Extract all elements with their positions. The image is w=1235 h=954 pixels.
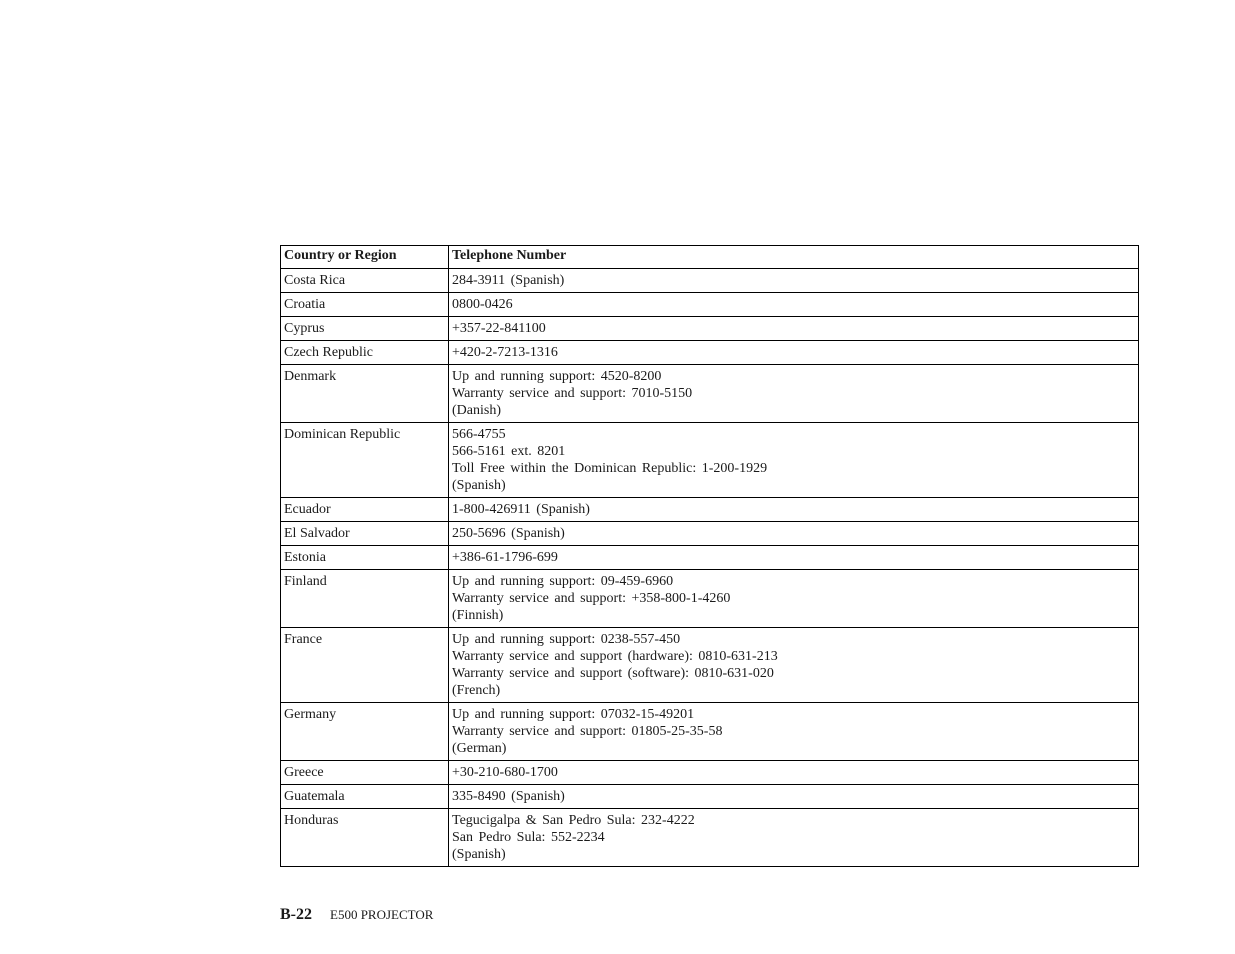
table-row	[281, 498, 1139, 522]
country-cell: Honduras	[281, 809, 449, 867]
telephone-table	[280, 245, 1139, 867]
table-row	[281, 423, 1139, 498]
telephone-cell: 0800-0426	[449, 293, 1139, 317]
telephone-cell: +386-61-1796-699	[449, 546, 1139, 570]
table-row	[281, 546, 1139, 570]
country-cell: France	[281, 628, 449, 703]
table-row	[281, 522, 1139, 546]
table-row	[281, 785, 1139, 809]
telephone-cell: 566-4755 566-5161 ext. 8201 Toll Free within the Dominican Republic: 1-200-1929 (Spanish)	[449, 423, 1139, 498]
country-cell: Denmark	[281, 365, 449, 423]
country-cell: Ecuador	[281, 498, 449, 522]
country-cell: Greece	[281, 761, 449, 785]
page-footer	[280, 906, 433, 924]
country-cell: Estonia	[281, 546, 449, 570]
table-row	[281, 341, 1139, 365]
country-cell: El Salvador	[281, 522, 449, 546]
country-cell: Germany	[281, 703, 449, 761]
country-cell: Costa Rica	[281, 269, 449, 293]
country-cell: Finland	[281, 570, 449, 628]
table-row	[281, 703, 1139, 761]
country-cell: Cyprus	[281, 317, 449, 341]
country-cell: Dominican Republic	[281, 423, 449, 498]
telephone-cell: +30-210-680-1700	[449, 761, 1139, 785]
telephone-cell: Tegucigalpa & San Pedro Sula: 232-4222 San Pedro Sula: 552-2234 (Spanish)	[449, 809, 1139, 867]
table-row	[281, 317, 1139, 341]
table-header-row	[281, 246, 1139, 269]
column-header-telephone: Telephone Number	[449, 246, 1139, 269]
table-row	[281, 570, 1139, 628]
telephone-cell: +357-22-841100	[449, 317, 1139, 341]
table-row	[281, 761, 1139, 785]
table-row	[281, 809, 1139, 867]
table-row	[281, 269, 1139, 293]
page-number: B-22	[280, 906, 312, 923]
table-row	[281, 628, 1139, 703]
country-cell: Guatemala	[281, 785, 449, 809]
telephone-cell: Up and running support: 07032-15-49201 Warranty service and support: 01805-25-35-58 (German)	[449, 703, 1139, 761]
column-header-country: Country or Region	[281, 246, 449, 269]
telephone-cell: 335-8490 (Spanish)	[449, 785, 1139, 809]
telephone-cell: 1-800-426911 (Spanish)	[449, 498, 1139, 522]
telephone-cell: 250-5696 (Spanish)	[449, 522, 1139, 546]
table-row	[281, 293, 1139, 317]
telephone-cell: Up and running support: 09-459-6960 Warranty service and support: +358-800-1-4260 (Finnish)	[449, 570, 1139, 628]
telephone-cell: 284-3911 (Spanish)	[449, 269, 1139, 293]
country-cell: Croatia	[281, 293, 449, 317]
telephone-cell: Up and running support: 4520-8200 Warranty service and support: 7010-5150 (Danish)	[449, 365, 1139, 423]
document-title: E500 PROJECTOR	[330, 907, 434, 922]
telephone-cell: Up and running support: 0238-557-450 Warranty service and support (hardware): 0810-631-213 Warranty service and support (software): 0810-631-020 (French)	[449, 628, 1139, 703]
telephone-cell: +420-2-7213-1316	[449, 341, 1139, 365]
country-cell: Czech Republic	[281, 341, 449, 365]
table-row	[281, 365, 1139, 423]
